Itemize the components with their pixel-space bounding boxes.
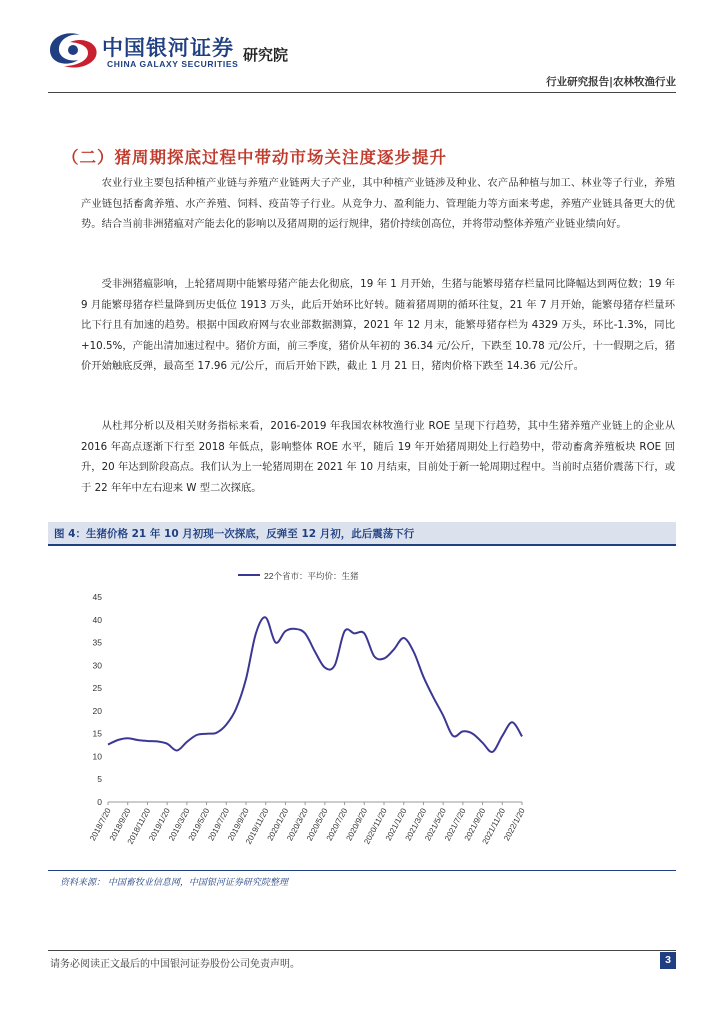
y-tick-label: 45	[92, 592, 102, 602]
x-tick-label: 2018/11/20	[125, 806, 153, 846]
section-title: （二）猪周期探底过程中带动市场关注度逐步提升	[62, 148, 447, 167]
x-tick-label: 2019/1/20	[147, 806, 172, 843]
x-tick-label: 2019/9/20	[226, 806, 251, 843]
x-tick-label: 2021/1/20	[383, 806, 409, 843]
x-tick-label: 2021/9/20	[462, 806, 488, 843]
y-tick-label: 10	[92, 751, 102, 762]
y-tick-label: 30	[92, 660, 102, 671]
y-tick-label: 40	[92, 614, 102, 625]
chart-axes	[88, 592, 527, 846]
y-tick-label: 15	[92, 728, 102, 739]
footer-disclaimer: 请务必阅读正文最后的中国银河证券股份公司免责声明。	[50, 959, 300, 970]
source-divider	[48, 870, 676, 871]
brand-name-en: CHINA GALAXY SECURITIES	[107, 59, 239, 69]
x-tick-label: 2018/9/20	[107, 806, 133, 843]
footer-divider	[48, 950, 676, 951]
paragraph: 农业行业主要包括种植产业链与养殖产业链两大子产业，其中种植产业链涉及种业、农产品种植与加工、林业等子行业，养殖产业链包括畜禽养殖、水产养殖、饲料、疫苗等子行业。从竞争力、盈利能力、管理能力等方面来考虑，养殖产业链具备更大的优势。结合当前非洲猪瘟对产能去化的影响以及猪周期的运行规律，猪价持续创高位，并将带动整体养殖产业链业绩向好。	[81, 177, 675, 231]
hog-price-line-chart	[60, 560, 530, 860]
brand-name-cn: 中国银河证券	[102, 36, 234, 60]
institute-label: 研究院	[243, 46, 289, 64]
report-type-label: 行业研究报告|农林牧渔行业	[546, 76, 676, 88]
y-tick-label: 20	[92, 705, 102, 716]
galaxy-logo-icon	[40, 26, 104, 72]
x-tick-label: 2021/3/20	[403, 806, 429, 843]
y-tick-label: 25	[92, 683, 102, 694]
x-tick-label: 2020/5/20	[304, 806, 330, 843]
legend-label: 22个省市：平均价：生猪	[264, 571, 359, 581]
x-tick-label: 2021/5/20	[423, 806, 448, 843]
x-tick-label: 2018/7/20	[88, 806, 113, 843]
figure-source: 资料来源： 中国畜牧业信息网，中国银河证券研究院整理	[60, 878, 288, 888]
page-number: 3	[660, 952, 676, 969]
x-tick-label: 2020/9/20	[344, 806, 370, 843]
y-tick-label: 35	[92, 637, 102, 648]
header-divider	[48, 92, 676, 93]
x-tick-label: 2021/7/20	[442, 806, 468, 843]
x-tick-label: 2022/1/20	[502, 806, 527, 843]
series-line	[108, 617, 522, 752]
x-tick-label: 2020/1/20	[265, 806, 291, 843]
x-tick-label: 2020/7/20	[324, 806, 350, 843]
y-tick-label: 5	[97, 774, 102, 785]
x-tick-label: 2019/5/20	[186, 806, 212, 843]
x-tick-label: 2020/3/20	[285, 806, 310, 843]
x-tick-label: 2021/11/20	[480, 806, 508, 846]
x-tick-label: 2019/7/20	[206, 806, 232, 843]
paragraph: 受非洲猪瘟影响，上轮猪周期中能繁母猪产能去化彻底，19 年 1 月开始，生猪与能繁母猪存栏量同比降幅达到两位数；19 年 9 月能繁母猪存栏量降到历史低位 1913 万头，此后开始环比好转。随着猪周期的循环往复，21 年 7 月开始，能繁母猪存栏量环比下行且有加速的趋势。根据中国政府网与农业部数据测算，2021 年 12 月末，能繁母猪存栏为 4329 万头，环比-1.3%，同比+10.5%，产能出清加速过程中。猪价方面，前三季度，猪价从年初的 36.34 元/公斤，下跌至 10.78 元/公斤，十一假期之后，猪价开始触底反弹，最高至 17.96 元/公斤，而后开始下跌，截止 1 月 21 日，猪肉价格下跌至 14.36 元/公斤。	[81, 278, 675, 373]
x-tick-label: 2019/3/20	[166, 806, 192, 843]
x-tick-label: 2020/11/20	[362, 806, 389, 846]
figure-caption: 图 4：生猪价格 21 年 10 月初现一次探底，反弹至 12 月初，此后震荡下行	[54, 528, 415, 540]
chart-plot-area	[108, 617, 522, 752]
chart-legend	[238, 571, 359, 581]
y-tick-label: 0	[97, 797, 102, 807]
x-tick-label: 2019/11/20	[244, 806, 271, 846]
paragraph: 从杜邦分析以及相关财务指标来看，2016-2019 年我国农林牧渔行业 ROE 呈现下行趋势，其中生猪养殖产业链上的企业从 2016 年高点逐渐下行至 2018 年低点，影响整体 ROE 水平，随后 19 年开始猪周期处上行趋势中，带动畜禽养殖板块 ROE 回升，20 年达到阶段高点。我们认为上一轮猪周期在 2021 年 10 月结束，目前处于新一轮周期过程中。当前时点猪价震荡下行，或于 22 年年中左右迎来 W 型二次探底。	[81, 420, 675, 494]
figure-caption-underline	[48, 544, 676, 546]
